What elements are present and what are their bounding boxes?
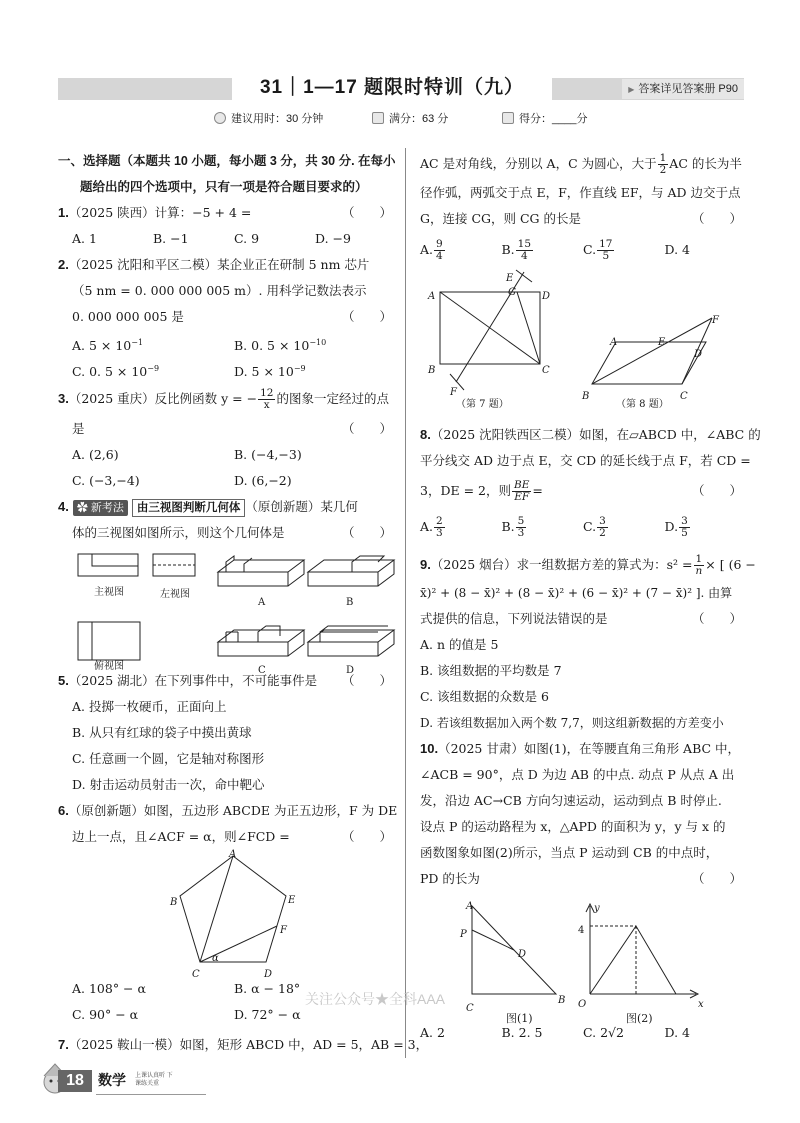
question-8-line3 xyxy=(420,474,746,508)
question-10-line5: 函数图象如图(2)所示，当点 P 运动到 CB 的中点时， xyxy=(420,845,719,860)
q8-caption: （第 8 题） xyxy=(616,399,669,410)
question-text: AC 是对角线，分别以 A，C 为圆心，大于 xyxy=(420,156,657,171)
figures-7-8 xyxy=(420,268,746,422)
section-heading-line2: 题给出的四个选项中，只有一项是符合题目要求的） xyxy=(80,180,368,194)
option-a: A. 1 xyxy=(72,231,97,246)
question-3-options-cd xyxy=(58,468,396,494)
option-d xyxy=(665,508,747,546)
option-b-label: B. xyxy=(501,519,515,534)
top-view-label: 俯视图 xyxy=(94,661,124,672)
option-a: A. (2,6) xyxy=(72,447,119,462)
solid-a xyxy=(218,556,304,586)
question-text: （原创新题）某几何 xyxy=(245,499,358,514)
question-text: （2025 甘肃）如图(1)，在等腰直角三角形 ABC 中， xyxy=(438,741,741,756)
question-text: 3，DE = 2，则 xyxy=(420,483,511,498)
option-c: C. 2√2 xyxy=(583,1025,624,1040)
question-text: （2025 陕西）计算：−5 + 4 = xyxy=(68,205,252,220)
question-text: AC 的长为半 xyxy=(669,156,742,171)
option-b xyxy=(234,330,396,356)
option-a: A. 2 xyxy=(420,1025,445,1040)
option-c: C. (−3,−4) xyxy=(72,473,140,488)
fraction xyxy=(679,516,690,539)
numerator: 9 xyxy=(436,238,443,250)
question-text: （2025 鞍山一模）如图，矩形 ABCD 中，AD = 5，AB = 3， xyxy=(68,1037,429,1052)
segment-pd xyxy=(472,930,514,950)
question-7-options xyxy=(420,232,746,268)
option-d: D. −9 xyxy=(315,231,351,246)
option-b: B. α − 18° xyxy=(234,981,301,996)
page-title: 31｜1—17 题限时特训（九） xyxy=(232,70,552,106)
option-c: C. 该组数据的众数是 6 xyxy=(420,689,549,704)
question-9 xyxy=(420,550,756,736)
question-7-line3: 径作弧，两弧交于点 E，F，作直线 EF，与 AD 边交于点 xyxy=(420,185,741,200)
question-6-line2 xyxy=(58,824,396,850)
question-10-line1 xyxy=(420,736,746,762)
graph-line xyxy=(590,926,676,994)
question-text: （2025 沈阳和平区二模）某企业正在研制 5 nm 芯片 xyxy=(68,257,370,272)
question-10-line2: ∠ACB = 90°，点 D 为边 AB 的中点. 动点 P 从点 A 出 xyxy=(420,767,735,782)
question-4-line2 xyxy=(58,520,396,546)
question-8-options xyxy=(420,508,746,546)
meta-row xyxy=(0,110,800,126)
solid-d-label: D xyxy=(346,665,355,676)
option-b: B. (−4,−3) xyxy=(234,447,302,462)
numerator: 2 xyxy=(436,515,443,527)
point-d: D xyxy=(518,949,527,960)
denominator: x xyxy=(263,399,270,411)
question-text: 的图象一定经过的点 xyxy=(276,391,389,406)
question-4-figure xyxy=(58,546,396,676)
figure-1-caption: 图(1) xyxy=(506,1012,533,1025)
question-number: 6. xyxy=(58,803,69,818)
solid-a-label: A xyxy=(258,597,266,608)
option-a: A. n 的值是 5 xyxy=(420,637,499,652)
denominator: n xyxy=(695,565,703,577)
option-c-label: C. xyxy=(583,242,597,257)
option-b-label: B. xyxy=(501,242,515,257)
fraction xyxy=(516,239,533,262)
footer xyxy=(40,1062,240,1102)
option-d xyxy=(234,356,396,382)
fraction xyxy=(694,554,705,577)
answer-reference-text: 答案详见答案册 P90 xyxy=(638,83,738,95)
point-b: B xyxy=(558,995,566,1006)
option-d: D. (6,−2) xyxy=(234,473,292,488)
option-c xyxy=(583,232,665,268)
q8-point-c: C xyxy=(680,391,688,402)
option-d-text: D. 5 × 10 xyxy=(234,364,294,380)
question-text: 式提供的信息，下列说法错误的是 xyxy=(420,611,608,626)
figure-2-caption: 图(2) xyxy=(626,1012,653,1025)
question-text: 体的三视图如图所示，则这个几何体是 xyxy=(72,525,285,540)
question-10-figures xyxy=(420,892,746,1025)
point-f: F xyxy=(280,925,287,936)
point-e: E xyxy=(288,895,296,906)
question-number: 2. xyxy=(58,257,69,272)
meta-full-score-text: 满分：63 分 xyxy=(389,113,449,125)
answer-bracket: （ ） xyxy=(341,309,392,324)
option-b: B. 2. 5 xyxy=(501,1025,543,1040)
question-text: 边上一点，且∠ACF = α，则∠FCD = xyxy=(72,829,290,844)
option-a xyxy=(420,508,502,546)
answer-reference xyxy=(622,79,744,99)
new-method-tag: ✿ 新考法 xyxy=(73,500,128,516)
question-text: （2025 沈阳铁西区二模）如图，在▱ABCD 中，∠ABC 的 xyxy=(430,427,761,442)
option-d xyxy=(665,232,747,268)
numerator: 12 xyxy=(260,387,274,399)
solid-b-label: B xyxy=(346,597,354,608)
option-a: A. 投掷一枚硬币，正面向上 xyxy=(72,699,227,714)
option-a: A. 108° − α xyxy=(72,981,146,996)
question-5-stem xyxy=(58,668,396,694)
q7-point-f: F xyxy=(450,387,457,398)
angle-alpha: α xyxy=(212,953,219,964)
q7-point-a: A xyxy=(428,291,436,302)
question-text: × [ (6 − xyxy=(705,557,756,572)
fraction xyxy=(434,239,445,262)
question-text: （2025 烟台）求一组数据方差的算式为：s² = xyxy=(430,557,693,572)
option-c: C. 90° − α xyxy=(72,1007,139,1022)
meta-score-text: 得分：____分 xyxy=(519,113,588,125)
question-10-line4: 设点 P 的运动路程为 x，△APD 的面积为 y，y 与 x 的 xyxy=(420,819,726,834)
triangle-icon: ▶ xyxy=(628,85,635,94)
question-9-line2: x̄)² + (8 − x̄)² + (8 − x̄)² + (6 − x̄)² + (7 − x̄)² ]. 由算 xyxy=(420,586,733,600)
meta-time xyxy=(214,110,323,126)
solid-c-label: C xyxy=(258,665,266,676)
option-d: D. 射击运动员射击一次，命中靶心 xyxy=(72,777,265,792)
question-number: 5. xyxy=(58,673,69,688)
option-c: C. 任意画一个圆，它是轴对称图形 xyxy=(72,751,265,766)
option-a-text: A. 5 × 10 xyxy=(72,338,132,354)
solid-c xyxy=(218,626,304,656)
question-4-line1 xyxy=(58,494,396,520)
solid-b xyxy=(308,556,394,586)
point-c: C xyxy=(192,969,200,980)
option-d-label: D. 4 xyxy=(664,242,690,257)
new-method-tag-text: 新考法 xyxy=(90,501,124,514)
question-8-line2: 平分线交 AD 边于点 E，交 CD 的延长线于点 F，若 CD = xyxy=(420,453,751,468)
option-b: B. 该组数据的平均数是 7 xyxy=(420,663,562,678)
question-2-line1 xyxy=(58,252,396,278)
numerator: 3 xyxy=(599,515,606,527)
question-2-line3 xyxy=(58,304,396,330)
point-d: D xyxy=(264,969,273,980)
option-d: D. 若该组数据加入两个数 7,7，则这组新数据的方差变小 xyxy=(420,716,724,730)
question-8 xyxy=(420,422,761,546)
front-view-label: 主视图 xyxy=(94,587,124,598)
option-d: D. 72° − α xyxy=(234,1007,301,1022)
solid-d xyxy=(308,626,394,656)
numerator: 3 xyxy=(681,515,688,527)
option-c-text: C. 0. 5 × 10 xyxy=(72,364,148,380)
front-view-step xyxy=(78,554,138,566)
question-10 xyxy=(420,736,746,1046)
option-a-label: A. xyxy=(420,242,434,257)
question-3 xyxy=(58,382,396,494)
option-a xyxy=(72,330,234,356)
question-3-options-ab xyxy=(58,442,396,468)
y-axis-label: y xyxy=(594,903,600,914)
fraction xyxy=(258,388,275,411)
fraction xyxy=(597,516,608,539)
denominator: 4 xyxy=(436,250,443,262)
point-p: P xyxy=(460,929,467,940)
clock-icon xyxy=(214,112,226,124)
option-b xyxy=(502,508,584,546)
option-b: B. −1 xyxy=(153,231,189,246)
question-8-line1 xyxy=(420,422,761,448)
q8-point-e: E xyxy=(658,337,666,348)
page-number: 18 xyxy=(58,1070,92,1092)
denominator: 3 xyxy=(517,527,525,539)
question-number: 9. xyxy=(420,557,431,572)
q8-point-a: A xyxy=(610,337,618,348)
y-value-4: 4 xyxy=(578,925,585,936)
answer-bracket: （ ） xyxy=(341,205,392,220)
question-text: （2025 湖北）在下列事件中，不可能事件是 xyxy=(68,673,318,688)
front-view-shape xyxy=(78,554,138,576)
fraction xyxy=(597,239,614,262)
point-a: A xyxy=(229,849,237,860)
answer-bracket: （ ） xyxy=(691,211,742,226)
q8-point-f: F xyxy=(712,315,719,326)
option-d: D. 4 xyxy=(664,1025,690,1040)
answer-bracket: （ ） xyxy=(341,829,392,844)
numerator: 1 xyxy=(659,152,667,164)
diagonal-ac xyxy=(440,292,540,364)
option-d-label: D. xyxy=(664,519,679,534)
answer-bracket: （ ） xyxy=(691,483,742,498)
point-b: B xyxy=(170,897,178,908)
question-number: 10. xyxy=(420,741,439,756)
question-2-options-cd xyxy=(58,356,396,382)
question-9-line1 xyxy=(420,550,756,580)
tagline: 上课认真听 下课练关重 xyxy=(135,1073,173,1087)
footer-rule xyxy=(96,1094,206,1095)
question-text: PD 的长为 xyxy=(420,871,480,886)
option-c-exponent: −9 xyxy=(147,364,160,373)
question-text: 是 xyxy=(72,421,85,436)
meta-time-text: 建议用时：30 分钟 xyxy=(231,113,324,125)
option-a xyxy=(420,232,502,268)
question-number: 3. xyxy=(58,391,69,406)
score-icon xyxy=(372,112,384,124)
pentagon-figure xyxy=(58,850,396,976)
topic-tag: 由三视图判断几何体 xyxy=(132,499,246,517)
numerator: 5 xyxy=(517,515,525,527)
meta-full-score xyxy=(372,110,448,126)
question-7-line4 xyxy=(420,206,746,232)
denominator: 4 xyxy=(521,250,528,262)
denominator: 2 xyxy=(599,527,606,539)
question-6-line1 xyxy=(58,798,396,824)
denominator: 3 xyxy=(436,527,443,539)
answer-bracket: （ ） xyxy=(691,871,742,886)
answer-bracket: （ ） xyxy=(341,421,392,436)
question-10-line3: 发，沿边 AC→CB 方向匀速运动，运动到点 B 时停止. xyxy=(420,793,722,808)
x-axis-label: x xyxy=(698,999,704,1010)
numerator: 1 xyxy=(694,554,705,566)
watermark: 关注公众号★全科AAA xyxy=(305,991,446,1007)
option-d-exponent: −9 xyxy=(293,364,306,373)
question-text: （原创新题）如图，五边形 ABCDE 为正五边形，F 为 DE xyxy=(68,803,398,818)
option-c: C. 9 xyxy=(234,231,260,246)
denominator: 5 xyxy=(681,527,688,539)
question-4 xyxy=(58,494,396,676)
question-2-options-ab xyxy=(58,330,396,356)
question-3-line2 xyxy=(58,416,396,442)
question-7-line2 xyxy=(420,148,746,180)
fraction xyxy=(516,516,527,539)
question-2-line2: （5 nm = 0. 000 000 005 m）. 用科学记数法表示 xyxy=(72,283,367,298)
question-10-options xyxy=(420,1020,746,1046)
question-3-line1 xyxy=(58,382,396,416)
numerator: 15 xyxy=(517,238,532,250)
question-text: = xyxy=(532,483,543,498)
segment-cg xyxy=(517,292,540,364)
question-number: 1. xyxy=(58,205,69,220)
section-heading-line1: 一、选择题（本题共 10 小题，每小题 3 分，共 30 分. 在每小 xyxy=(58,154,396,168)
option-a-exponent: −1 xyxy=(131,338,144,347)
numerator: 17 xyxy=(599,238,613,250)
question-number: 4. xyxy=(58,499,69,514)
point-a: A xyxy=(466,901,474,912)
question-text: （2025 重庆）反比例函数 y = − xyxy=(68,391,258,406)
answer-bracket: （ ） xyxy=(341,673,392,688)
question-text: 0. 000 000 005 是 xyxy=(72,309,184,324)
pencil-icon xyxy=(502,112,514,124)
option-a-label: A. xyxy=(420,519,434,534)
left-view-label: 左视图 xyxy=(160,589,190,600)
question-text: G，连接 CG，则 CG 的长是 xyxy=(420,211,582,226)
fraction xyxy=(512,480,531,503)
option-b xyxy=(502,232,584,268)
question-1 xyxy=(58,200,396,252)
q7-point-d: D xyxy=(542,291,551,302)
point-c: C xyxy=(466,1003,474,1014)
fraction xyxy=(658,153,669,176)
q7-caption: （第 7 题） xyxy=(456,399,509,410)
origin-label: O xyxy=(578,999,587,1010)
q8-point-d: D xyxy=(694,349,703,360)
numerator: BE xyxy=(513,479,530,491)
denominator: 2 xyxy=(659,164,667,176)
left-column xyxy=(58,148,429,1058)
answer-bracket: （ ） xyxy=(341,525,392,540)
q7-point-b: B xyxy=(428,365,436,376)
question-2 xyxy=(58,252,396,382)
denominator: 5 xyxy=(602,250,610,262)
question-9-line3 xyxy=(420,606,746,632)
question-number: 7. xyxy=(58,1037,69,1052)
subject-label: 数学 xyxy=(98,1072,126,1088)
option-b-exponent: −10 xyxy=(309,338,327,347)
right-column xyxy=(420,148,761,1046)
q7-point-c: C xyxy=(542,365,550,376)
option-c xyxy=(583,508,665,546)
question-7-line1 xyxy=(58,1032,429,1058)
q8-point-b: B xyxy=(582,391,590,402)
option-b-text: B. 0. 5 × 10 xyxy=(234,338,310,354)
question-10-line6 xyxy=(420,866,746,892)
answer-bracket: （ ） xyxy=(691,611,742,626)
question-number: 8. xyxy=(420,427,431,442)
denominator: EF xyxy=(514,491,530,503)
q7-point-g: G xyxy=(508,287,516,298)
q7-point-e: E xyxy=(506,273,514,284)
meta-score xyxy=(502,110,587,126)
question-6-figure xyxy=(58,849,396,980)
question-1-options xyxy=(58,226,396,252)
option-c-label: C. xyxy=(583,519,597,534)
question-1-stem xyxy=(58,200,396,226)
column-divider xyxy=(405,148,406,1058)
option-c xyxy=(72,356,234,382)
option-b: B. 从只有红球的袋子中摸出黄球 xyxy=(72,725,252,740)
question-5 xyxy=(58,668,396,798)
fraction xyxy=(434,516,445,539)
